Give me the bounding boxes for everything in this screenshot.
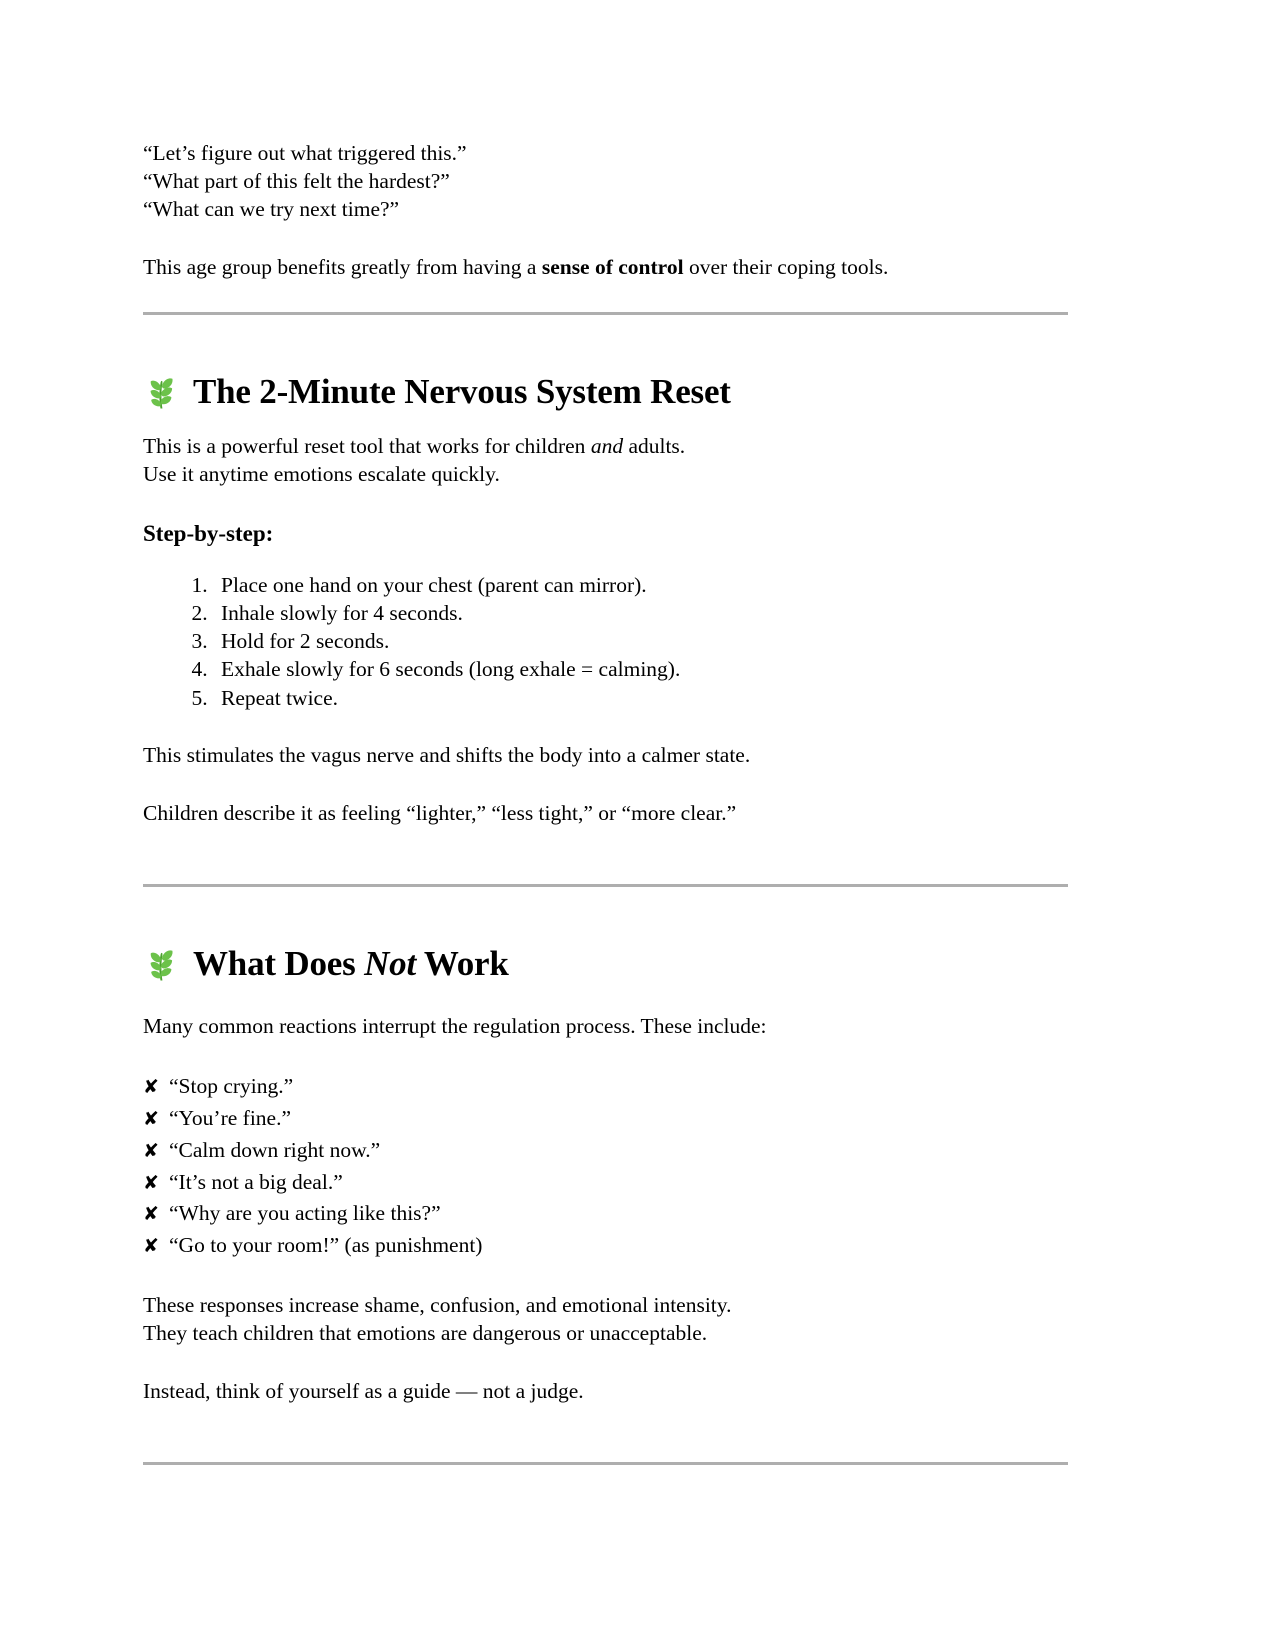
list-item [143, 1167, 1068, 1199]
list-item [143, 1071, 1068, 1103]
cross-mark-icon: ✘ [143, 1235, 159, 1258]
intro-line-italic-word: and [590, 434, 624, 459]
section-heading-text: The 2-Minute Nervous System Reset [193, 371, 731, 411]
spacer [143, 224, 1068, 254]
list-item: 3. Hold for 2 seconds. [213, 627, 1068, 655]
spacer [143, 1041, 1068, 1071]
list-item: 5. Repeat twice. [213, 684, 1068, 712]
spacer [143, 1262, 1068, 1292]
cross-mark-icon: ✘ [143, 1139, 159, 1162]
spacer [143, 828, 1068, 854]
list-item [143, 1230, 1068, 1262]
spacer [143, 489, 1068, 519]
heading-italic-word: Not [364, 943, 416, 983]
quote-block [143, 140, 1068, 224]
closing-line-1: These responses increase shame, confusion, and emotional intensity. [143, 1292, 732, 1317]
spacer [143, 770, 1068, 800]
steps-list [143, 571, 1068, 712]
section-heading-what-does-not-work [143, 945, 1068, 984]
closing-paragraph-block [143, 1292, 1068, 1348]
quote-line: “What can we try next time?” [143, 196, 400, 221]
section-heading-text [193, 945, 509, 984]
intro-line-before-italic: This is a powerful reset tool that works for children [143, 434, 591, 459]
quote-line: “What part of this felt the hardest?” [143, 168, 450, 193]
cross-mark-icon: ✘ [143, 1076, 159, 1099]
unhelpful-phrases-list [143, 1071, 1068, 1262]
list-item: 1. Place one hand on your chest (parent can mirror). [213, 571, 1068, 599]
spacer [143, 917, 1068, 945]
list-item-label: “Why are you acting like this?” [169, 1201, 441, 1226]
herb-icon [143, 948, 179, 984]
list-item-label: “Go to your room!” (as punishment) [169, 1233, 483, 1258]
quote-line: “Let’s figure out what triggered this.” [143, 141, 467, 165]
vagus-nerve-paragraph: This stimulates the vagus nerve and shifts the body into a calmer state. [143, 742, 751, 767]
intro-bold-phrase: sense of control [541, 254, 684, 279]
spacer [143, 1348, 1068, 1378]
list-item [143, 1103, 1068, 1135]
common-reactions-paragraph: Many common reactions interrupt the regulation process. These include: [143, 1014, 767, 1039]
section-divider [143, 1462, 1068, 1465]
heading-text-before-italic: What Does [193, 943, 365, 983]
intro-text-after: over their coping tools. [683, 254, 889, 279]
section-heading-nervous-system-reset [143, 373, 1068, 412]
list-item [143, 1198, 1068, 1230]
list-item-label: “You’re fine.” [169, 1105, 291, 1130]
cross-mark-icon: ✘ [143, 1171, 159, 1194]
cross-mark-icon: ✘ [143, 1107, 159, 1130]
intro-text-before: This age group benefits greatly from having a [143, 254, 542, 279]
children-describe-paragraph: Children describe it as feeling “lighter,” “less tight,” or “more clear.” [143, 800, 737, 825]
step-by-step-subheading: Step-by-step: [143, 521, 274, 547]
section-intro-lines [143, 433, 1068, 489]
list-item [143, 1135, 1068, 1167]
list-item-label: “It’s not a big deal.” [169, 1169, 343, 1194]
herb-icon [143, 376, 179, 412]
list-item-label: “Stop crying.” [169, 1074, 294, 1099]
document-content [143, 140, 1068, 1495]
closing-line-3: Instead, think of yourself as a guide — not a judge. [143, 1378, 584, 1403]
spacer [143, 411, 1068, 433]
spacer [143, 983, 1068, 1013]
section-intro-line-1 [143, 433, 1068, 461]
spacer [143, 712, 1068, 742]
section-divider [143, 312, 1068, 315]
list-item: 4. Exhale slowly for 6 seconds (long exhale = calming). [213, 655, 1068, 683]
cross-mark-icon: ✘ [143, 1203, 159, 1226]
spacer [143, 345, 1068, 373]
intro-line-after-italic: adults. [623, 434, 686, 459]
list-item-label: “Calm down right now.” [169, 1137, 381, 1162]
section-intro-line-2: Use it anytime emotions escalate quickly. [143, 462, 500, 487]
closing-line-2: They teach children that emotions are dangerous or unacceptable. [143, 1320, 708, 1345]
intro-paragraph [143, 254, 1068, 282]
section-divider [143, 884, 1068, 887]
spacer [143, 1406, 1068, 1432]
spacer [143, 549, 1068, 571]
heading-text-after-italic: Work [415, 943, 509, 983]
list-item: 2. Inhale slowly for 4 seconds. [213, 599, 1068, 627]
